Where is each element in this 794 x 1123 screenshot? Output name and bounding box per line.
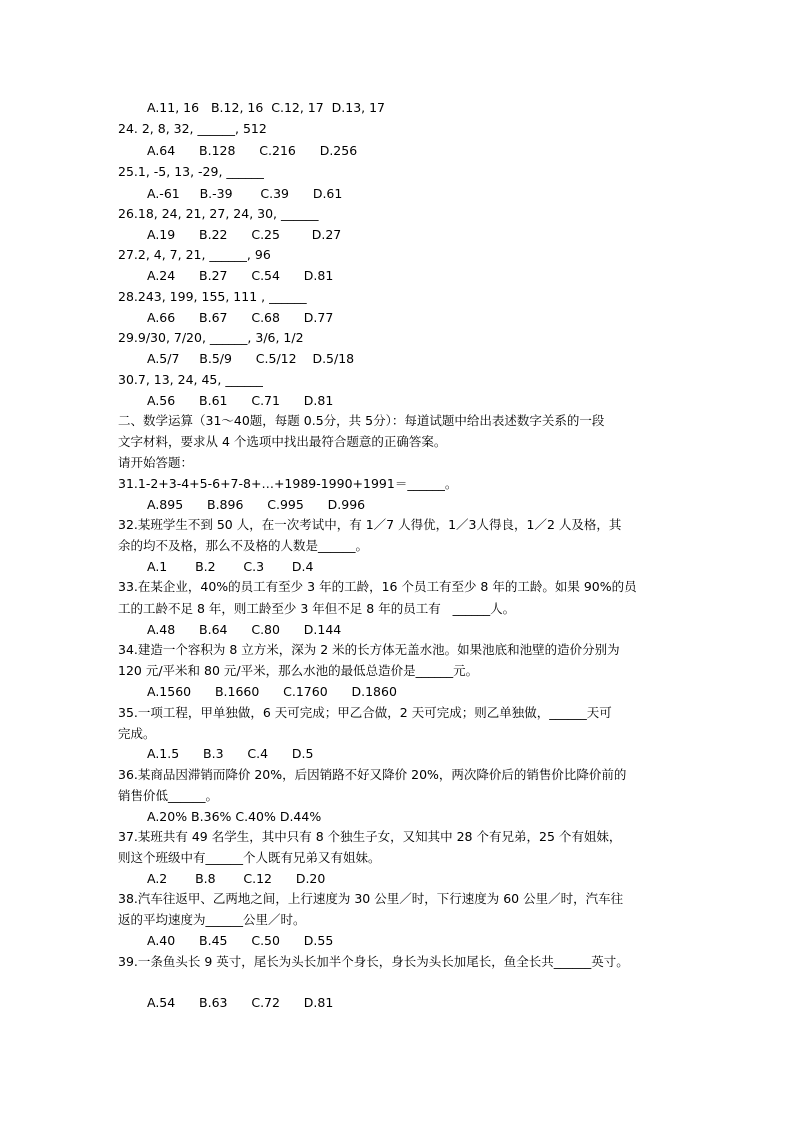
q23-options: A.11, 16 B.12, 16 C.12, 17 D.13, 17: [147, 100, 386, 115]
q34-options: A.1560 B.1660 C.1760 D.1860: [147, 684, 397, 699]
q35-stem-cont: 完成。: [118, 726, 156, 741]
q36-options: A.20% B.36% C.40% D.44%: [147, 809, 322, 824]
q36-stem: 36.某商品因滞销而降价 20%，后因销路不好又降价 20%，两次降价后的销售价比降价前的: [118, 767, 627, 782]
q37-options: A.2 B.8 C.12 D.20: [147, 871, 326, 886]
q29-stem: 29.9/30, 7/20, ______, 3/6, 1/2: [118, 330, 304, 345]
q27-options: A.24 B.27 C.54 D.81: [147, 268, 334, 283]
q30-stem: 30.7, 13, 24, 45, ______: [118, 372, 263, 387]
q25-options: A.-61 B.-39 C.39 D.61: [147, 186, 343, 201]
q38-options: A.40 B.45 C.50 D.55: [147, 933, 334, 948]
q33-options: A.48 B.64 C.80 D.144: [147, 622, 342, 637]
q37-stem: 37.某班共有 49 名学生，其中只有 8 个独生子女，又知其中 28 个有兄弟，25 个有姐妹，: [118, 829, 622, 844]
q26-stem: 26.18, 24, 21, 27, 24, 30, ______: [118, 206, 319, 221]
q28-stem: 28.243, 199, 155, 111 , ______: [118, 289, 307, 304]
q28-options: A.66 B.67 C.68 D.77: [147, 310, 334, 325]
q33-stem-cont: 工的工龄不足 8 年，则工龄至少 3 年但不足 8 年的员工有 ______人。: [118, 601, 516, 616]
q39-stem: 39.一条鱼头长 9 英寸，尾长为头长加半个身长，身长为头长加尾长，鱼全长共______英寸。: [118, 954, 629, 969]
q32-options: A.1 B.2 C.3 D.4: [147, 559, 314, 574]
section-two-heading-cont: 文字材料，要求从 4 个选项中找出最符合题意的正确答案。: [118, 434, 447, 449]
q25-stem: 25.1, -5, 13, -29, ______: [118, 164, 264, 179]
q29-options: A.5/7 B.5/9 C.5/12 D.5/18: [147, 351, 355, 366]
q34-stem-cont: 120 元/平米和 80 元/平米，那么水池的最低总造价是______元。: [118, 663, 479, 678]
q24-stem: 24. 2, 8, 32, ______, 512: [118, 121, 267, 136]
q35-options: A.1.5 B.3 C.4 D.5: [147, 746, 314, 761]
q31-stem: 31.1-2+3-4+5-6+7-8+…+1989-1990+1991＝______。: [118, 476, 458, 491]
q39-options: A.54 B.63 C.72 D.81: [147, 995, 334, 1010]
q26-options: A.19 B.22 C.25 D.27: [147, 227, 342, 242]
q32-stem-cont: 余的均不及格，那么不及格的人数是______。: [118, 538, 369, 553]
q32-stem: 32.某班学生不到 50 人，在一次考试中，有 1／7 人得优，1／3人得良，1／2 人及格，其: [118, 517, 622, 532]
q37-stem-cont: 则这个班级中有______个人既有兄弟又有姐妹。: [118, 850, 381, 865]
q31-options: A.895 B.896 C.995 D.996: [147, 497, 366, 512]
q35-stem: 35.一项工程，甲单独做，6 天可完成；甲乙合做，2 天可完成；则乙单独做，______天可: [118, 705, 612, 720]
q36-stem-cont: 销售价低______。: [118, 788, 219, 803]
q34-stem: 34.建造一个容积为 8 立方米，深为 2 米的长方体无盖水池。如果池底和池壁的造价分别为: [118, 642, 620, 657]
start-answering-label: 请开始答题：: [118, 455, 194, 470]
q38-stem: 38.汽车往返甲、乙两地之间，上行速度为 30 公里／时，下行速度为 60 公里／时，汽车往: [118, 891, 624, 906]
q27-stem: 27.2, 4, 7, 21, ______, 96: [118, 247, 271, 262]
q38-stem-cont: 返的平均速度为______公里／时。: [118, 912, 306, 927]
q33-stem: 33.在某企业，40%的员工有至少 3 年的工龄，16 个员工有至少 8 年的工龄。如果 90%的员: [118, 579, 637, 594]
q24-options: A.64 B.128 C.216 D.256: [147, 143, 358, 158]
q30-options: A.56 B.61 C.71 D.81: [147, 393, 334, 408]
section-two-heading: 二、数学运算（31～40题，每题 0.5分，共 5分）：每道试题中给出表述数字关系的一段: [118, 413, 605, 428]
